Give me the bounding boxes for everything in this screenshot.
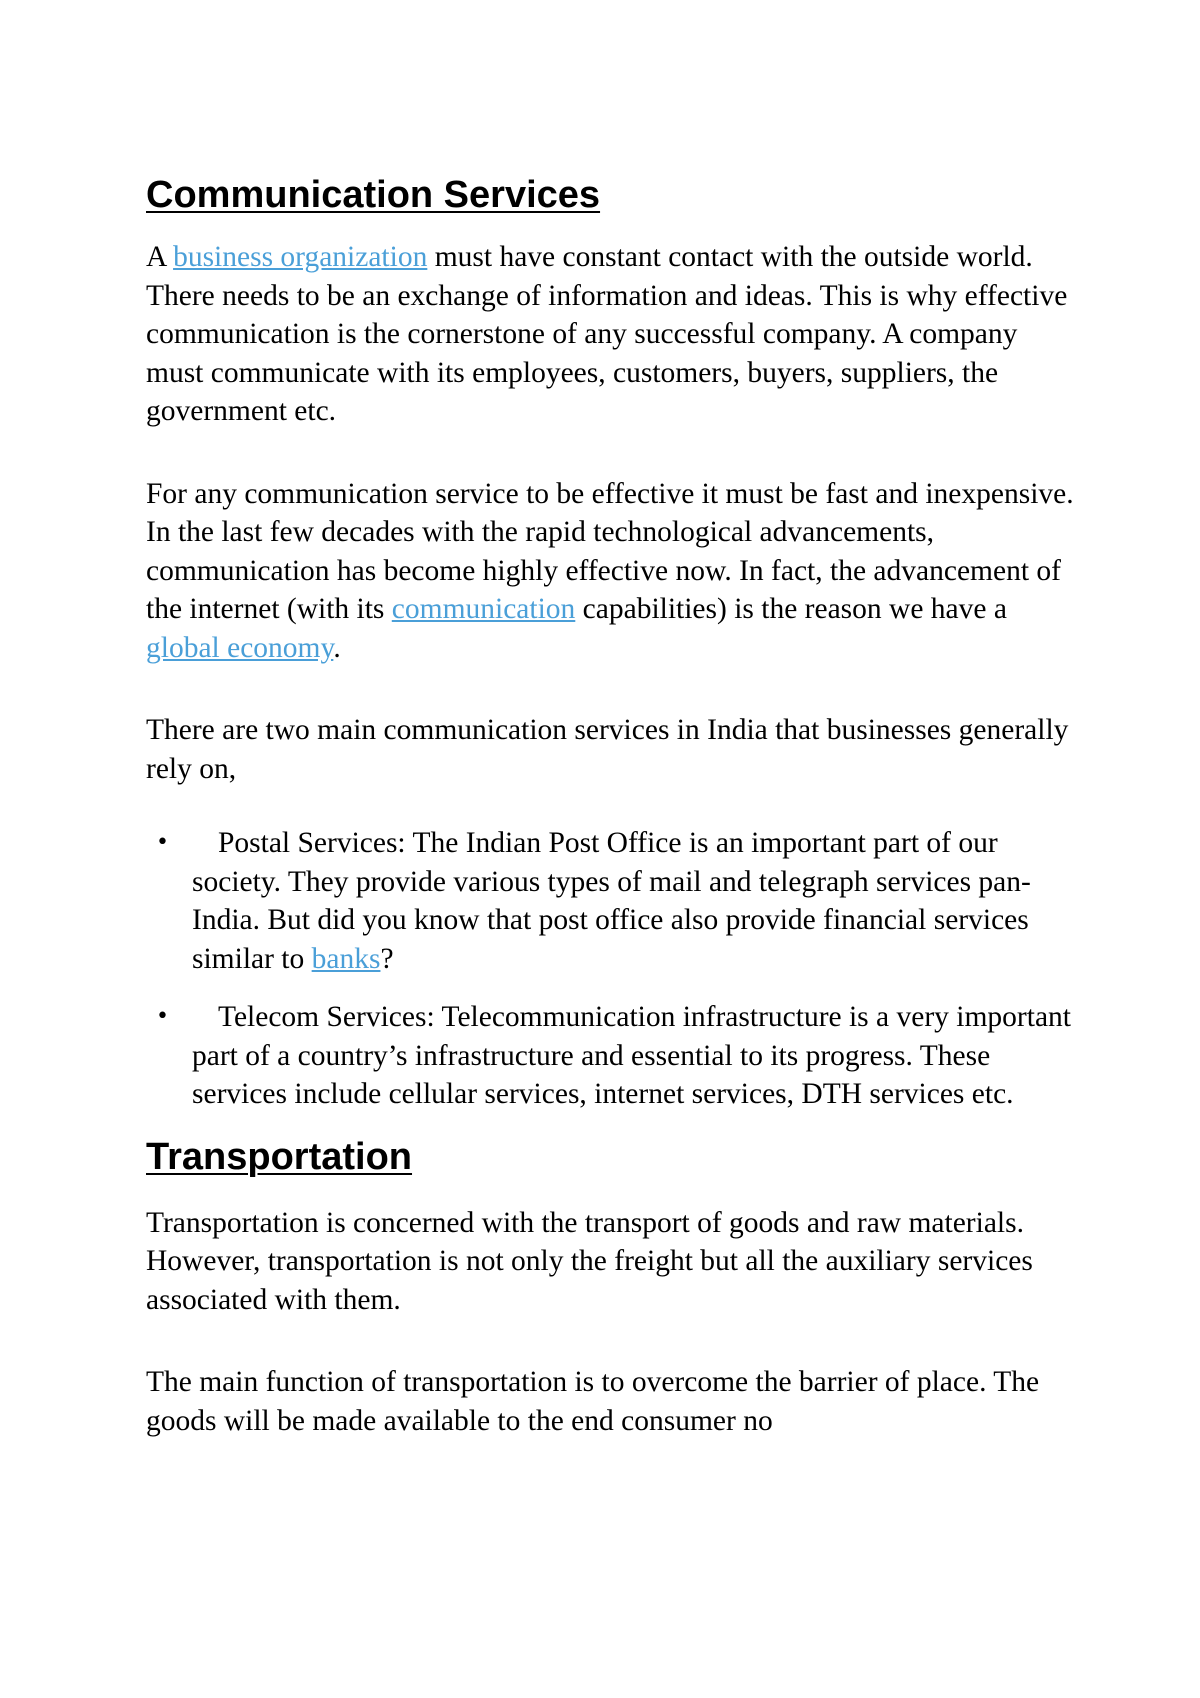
list-item-text: Postal Services: The Indian Post Office is an important part of our society. They provide various types of mail and telegraph services pan-India. But did you know that post office also provide financial services similar to — [192, 827, 1031, 975]
paragraph-text: . — [333, 631, 341, 664]
paragraph-communication-services-india: There are two main communication services in India that businesses generally rely on, — [146, 714, 1069, 785]
bullet-icon: • — [156, 1004, 169, 1029]
list-item-text: ? — [380, 942, 394, 975]
paragraph-text: must have constant contact with the outside world. There needs to be an exchange of information and ideas. This is why effective communication is the cornerstone of any successful company. A company must communicate with its employees, customers, buyers, suppliers, the government etc. — [146, 241, 1068, 427]
document-body — [146, 172, 1076, 1440]
link-business-organization[interactable]: business organization — [173, 241, 428, 273]
link-global-economy[interactable]: global economy — [146, 631, 334, 664]
heading-communication-services: Communication Services — [146, 174, 601, 216]
paragraph-communication-effectiveness — [146, 475, 1076, 668]
link-communication[interactable]: communication — [391, 593, 576, 625]
bullet-icon: • — [156, 830, 169, 855]
paragraph-text: For any communication service to be effective it must be fast and inexpensive. In the last few decades with the rapid technological advancements, communication has become highly effective now. In fact, the advancement of the internet (with its — [146, 477, 1074, 625]
communication-services-list — [146, 824, 1076, 1114]
paragraph-text: A — [146, 241, 174, 273]
paragraph-transportation-function: The main function of transportation is to overcome the barrier of place. The goods will be made available to the end consumer no — [146, 1366, 1040, 1437]
link-banks[interactable]: banks — [311, 942, 381, 975]
heading-transportation: Transportation — [146, 1135, 413, 1178]
paragraph-communication-intro — [146, 238, 1076, 431]
list-item-postal-services — [146, 824, 1076, 978]
list-item-telecom-services — [146, 998, 1076, 1114]
paragraph-transportation-intro: Transportation is concerned with the transport of goods and raw materials. However, transportation is not only the freight but all the auxiliary services associated with them. — [146, 1206, 1033, 1316]
paragraph-text: capabilities) is the reason we have a — [575, 593, 1007, 625]
list-item-text: Telecom Services: Telecommunication infrastructure is a very important part of a country’s infrastructure and essential to its progress. These services include cellular services, internet services, DTH services etc. — [192, 1001, 1071, 1110]
